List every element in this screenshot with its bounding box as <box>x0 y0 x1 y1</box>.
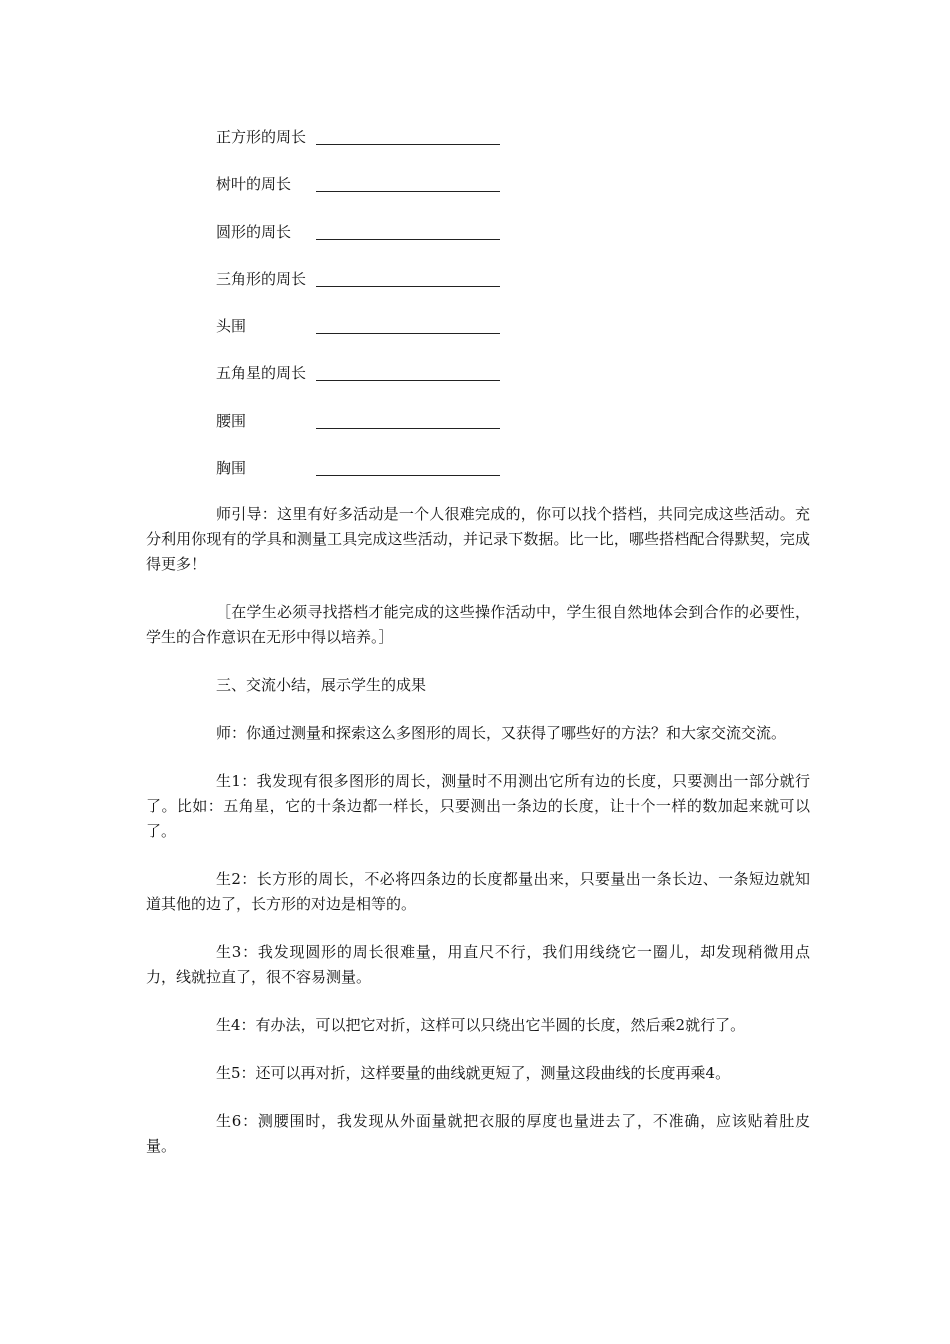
measurement-label: 头围 <box>216 317 247 336</box>
answer-blank-line <box>316 239 500 240</box>
measurement-label: 圆形的周长 <box>216 222 292 241</box>
measurement-row <box>216 221 516 268</box>
measurement-row <box>216 268 516 315</box>
answer-blank-line <box>316 286 500 287</box>
measurement-row <box>216 362 516 409</box>
teacher-question-paragraph: 师：你通过测量和探索这么多图形的周长，又获得了哪些好的方法？和大家交流交流。 <box>216 724 787 742</box>
measurement-row <box>216 173 516 220</box>
section-heading: 三、交流小结，展示学生的成果 <box>216 676 427 694</box>
answer-blank-line <box>316 144 500 145</box>
student-answer-paragraph: 生6：测腰围时，我发现从外面量就把衣服的厚度也量进去了，不准确，应该贴着肚皮量。 <box>146 1112 810 1155</box>
student-answer-paragraph: 生4：有办法，可以把它对折，这样可以只绕出它半圆的长度，然后乘2就行了。 <box>216 1016 746 1034</box>
answer-blank-line <box>316 428 500 429</box>
measurement-label: 三角形的周长 <box>216 269 307 288</box>
student-answer-paragraph: 生2：长方形的周长，不必将四条边的长度都量出来，只要量出一条长边、一条短边就知道其他的边了，长方形的对边是相等的。 <box>146 870 810 913</box>
answer-blank-line <box>316 333 500 334</box>
answer-blank-line <box>316 191 500 192</box>
design-note-paragraph: ［在学生必须寻找搭档才能完成的这些操作活动中，学生很自然地体会到合作的必要性，学生的合作意识在无形中得以培养。］ <box>146 603 810 646</box>
answer-blank-line <box>316 475 500 476</box>
measurement-label: 树叶的周长 <box>216 175 292 194</box>
measurement-row <box>216 126 516 173</box>
measurement-label: 腰围 <box>216 411 247 430</box>
student-answer-paragraph: 生5：还可以再对折，这样要量的曲线就更短了，测量这段曲线的长度再乘4。 <box>216 1064 731 1082</box>
measurement-row <box>216 410 516 457</box>
measurement-row <box>216 457 516 504</box>
measurement-label: 五角星的周长 <box>216 364 307 383</box>
teacher-guidance-paragraph: 师引导：这里有好多活动是一个人很难完成的，你可以找个搭档，共同完成这些活动。充分利用你现有的学具和测量工具完成这些活动，并记录下数据。比一比，哪些搭档配合得默契，完成得更多！ <box>146 505 810 573</box>
measurement-list <box>216 126 516 504</box>
measurement-label: 胸围 <box>216 459 247 478</box>
body-text <box>146 502 810 1182</box>
measurement-label: 正方形的周长 <box>216 128 307 146</box>
student-answer-paragraph: 生1：我发现有很多图形的周长，测量时不用测出它所有边的长度，只要测出一部分就行了。比如：五角星，它的十条边都一样长，只要测出一条边的长度，让十个一样的数加起来就可以了。 <box>146 772 810 840</box>
measurement-row <box>216 315 516 362</box>
student-answer-paragraph: 生3：我发现圆形的周长很难量，用直尺不行，我们用线绕它一圈儿，却发现稍微用点力，线就拉直了，很不容易测量。 <box>146 943 810 986</box>
answer-blank-line <box>316 380 500 381</box>
